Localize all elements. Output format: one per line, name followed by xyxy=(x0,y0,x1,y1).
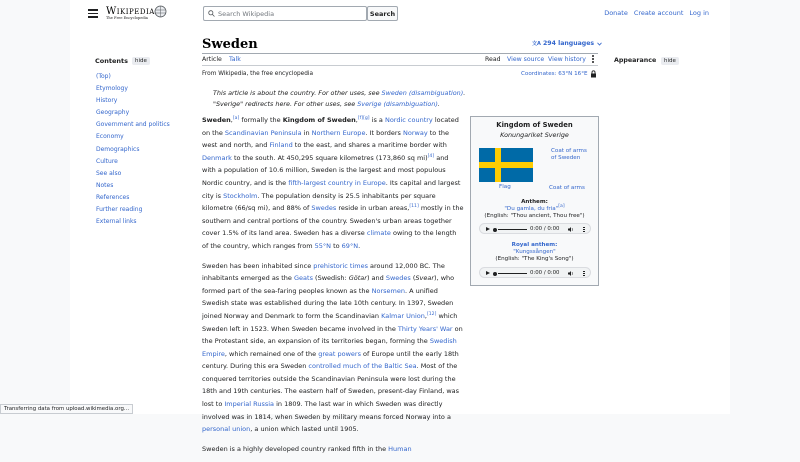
status-bar: Transferring data from upload.wikimedia.org... xyxy=(0,404,133,414)
language-button[interactable] xyxy=(532,40,602,47)
table-of-contents xyxy=(96,73,170,230)
paragraph-lead: Sweden,[a] formally the Kingdom of Sweden,[f][g] is a Nordic country located on the Scandinavian Peninsula in Northern Europe. It borders Norway to the west and north, and Finland to the east, and shares a maritime border with Denmark to the south. At 450,295 square kilometres (173,860 sq mi)[4] and with a population of 10.6 million, Sweden is the largest and most populous Nordic country, and is the fifth-largest country in Europe. Its capital and largest city is Stockholm. The population density is 25.5 inhabitants per square kilometre (66/sq mi), and 88% of Swedes reside in urban areas,[11] mostly in the southern and central portions of the country. Sweden's urban areas together cover 1.5% of its land area. Sweden has a diverse climate owing to the length of the country, which ranges from 55°N to 69°N. xyxy=(202,116,464,250)
audio-options-icon[interactable] xyxy=(583,271,585,277)
toc-item-top[interactable]: (Top) xyxy=(96,73,111,80)
search-button[interactable]: Search xyxy=(367,6,398,21)
search-input[interactable] xyxy=(203,6,367,21)
hatnote-text-1: This article is about the country. For other uses, see xyxy=(213,89,382,97)
lock-icon[interactable] xyxy=(590,70,597,78)
toc-item-external-links[interactable]: External links xyxy=(96,218,137,226)
play-icon[interactable] xyxy=(486,271,490,275)
royal-anthem-link[interactable]: "Kungssången" xyxy=(513,249,556,255)
infobox xyxy=(470,116,599,286)
royal-anthem-english: (English: "The King's Song") xyxy=(495,256,574,262)
page-title: Sweden xyxy=(202,37,258,52)
language-count: 294 languages xyxy=(543,40,595,47)
donate-link[interactable]: Donate xyxy=(604,9,628,17)
toc-item-see-also[interactable]: See also xyxy=(96,169,122,177)
infobox-subtitle: Konungariket Sverige xyxy=(500,131,569,139)
audio-time: 0:00 / 0:00 xyxy=(530,270,560,276)
page xyxy=(70,0,730,453)
flag-image[interactable] xyxy=(479,148,533,182)
royal-anthem-audio-player[interactable] xyxy=(479,267,591,278)
tab-view-source[interactable]: View source xyxy=(507,56,545,63)
site-sub: From Wikipedia, the free encyclopedia xyxy=(202,71,314,77)
contents-heading: Contents xyxy=(95,57,128,65)
tab-read[interactable]: Read xyxy=(485,56,501,66)
coat-of-arms-link[interactable]: Coat of arms xyxy=(549,185,585,191)
contents-hide-button[interactable]: hide xyxy=(132,57,150,65)
search-placeholder: Search Wikipedia xyxy=(218,9,275,18)
title-divider xyxy=(202,53,598,54)
toc-item-history[interactable]: History xyxy=(96,97,118,105)
create-account-link[interactable]: Create account xyxy=(633,9,684,17)
toc-item-further-reading[interactable]: Further reading xyxy=(96,206,143,214)
progress-bar[interactable] xyxy=(498,273,527,274)
anthem-ref[interactable]: [a] xyxy=(558,204,565,209)
main-menu-icon[interactable] xyxy=(88,9,98,17)
puzzle-globe-icon[interactable] xyxy=(154,5,167,18)
search-icon xyxy=(208,10,215,17)
article-body xyxy=(202,114,464,462)
toc-item-culture[interactable]: Culture xyxy=(96,157,118,165)
coat-of-arms-image-link[interactable]: Coat of arms of Sweden xyxy=(551,148,587,161)
anthem-label: Anthem: xyxy=(521,199,548,205)
hatnote-text-2: "Sverige" redirects here. For other uses, see xyxy=(213,99,358,108)
play-icon[interactable] xyxy=(486,227,490,231)
audio-options-icon[interactable] xyxy=(583,227,585,233)
royal-anthem-block xyxy=(471,242,598,263)
anthem-english: (English: "Thou ancient, Thou free") xyxy=(484,213,585,219)
appearance-hide-button[interactable]: hide xyxy=(661,57,679,65)
tabs-divider xyxy=(202,65,598,66)
login-link[interactable]: Log in xyxy=(689,9,709,17)
tab-article[interactable]: Article xyxy=(202,56,222,66)
paragraph-economy: Sweden is a highly developed country ranked fifth in the Human xyxy=(202,444,412,453)
toc-item-government[interactable]: Government and politics xyxy=(96,121,170,129)
progress-bar[interactable] xyxy=(498,229,527,230)
sverige-disambiguation-link[interactable]: Sverige (disambiguation) xyxy=(357,99,438,108)
progress-handle[interactable] xyxy=(493,228,497,232)
toc-item-references[interactable]: References xyxy=(96,193,130,201)
tab-talk[interactable]: Talk xyxy=(229,56,241,63)
paragraph-history: Sweden has been inhabited since prehistoric times around 12,000 BC. The inhabitants emerged as the Geats (Swedish: Götar) and Swedes (Svear), who formed part of the sea-faring peoples known as the Norsemen. A unified Swedish state was established during the late 10th century. In 1397, Sweden joined Norway and Denmark to form the Scandinavian Kalmar Union,[12] which Sweden left in 1523. When Sweden became involved in the Thirty Years' War on the Protestant side, an expansion of its territories began, forming the Swedish Empire, which remained one of the great powers of Europe until the early 18th century. During this era Sweden controlled much of the Baltic Sea. Most of the conquered territories outside the Scandinavian Peninsula were lost during the 18th and 19th centuries. The eastern half of Sweden, present-day Finland, was lost to Imperial Russia in 1809. The last war in which Sweden was directly involved was in 1814, when Sweden by military means forced Norway into a personal union, a union which lasted until 1905. xyxy=(202,261,463,434)
toc-item-economy[interactable]: Economy xyxy=(96,133,124,141)
toc-item-demographics[interactable]: Demographics xyxy=(96,145,140,153)
royal-anthem-label[interactable]: Royal anthem: xyxy=(511,242,558,248)
language-icon xyxy=(532,40,540,47)
personal-tools xyxy=(604,9,709,17)
hatnote: This article is about the country. For other uses, see Sweden (disambiguation). "Sverige" redirects here. For other uses, see Sverige (disambiguation). xyxy=(213,89,466,108)
disambiguation-link[interactable]: Sweden (disambiguation) xyxy=(381,89,464,97)
anthem-audio-player[interactable] xyxy=(479,223,591,234)
audio-time: 0:00 / 0:00 xyxy=(530,226,560,232)
toc-item-notes[interactable]: Notes xyxy=(96,181,114,189)
logo-tagline: The Free Encyclopedia xyxy=(106,16,148,20)
volume-icon[interactable] xyxy=(568,271,574,276)
coordinates-link[interactable]: Coordinates: 63°N 16°E xyxy=(521,71,588,77)
toc-item-etymology[interactable]: Etymology xyxy=(96,85,128,93)
toc-item-geography[interactable]: Geography xyxy=(96,109,130,117)
volume-icon[interactable] xyxy=(568,227,574,232)
tab-view-history[interactable]: View history xyxy=(548,56,586,63)
anthem-link[interactable]: "Du gamla, du fria" xyxy=(504,206,559,212)
svg-text:文A: 文A xyxy=(532,41,541,47)
anthem-block xyxy=(471,199,598,220)
more-tools-icon[interactable] xyxy=(592,55,596,65)
logo-word-text: Wikipedia xyxy=(106,6,155,17)
flag-link[interactable]: Flag xyxy=(499,184,511,190)
infobox-title: Kingdom of Sweden xyxy=(496,121,573,129)
appearance-heading: Appearance xyxy=(614,57,657,64)
progress-handle[interactable] xyxy=(493,272,497,276)
chevron-down-icon xyxy=(597,42,602,46)
